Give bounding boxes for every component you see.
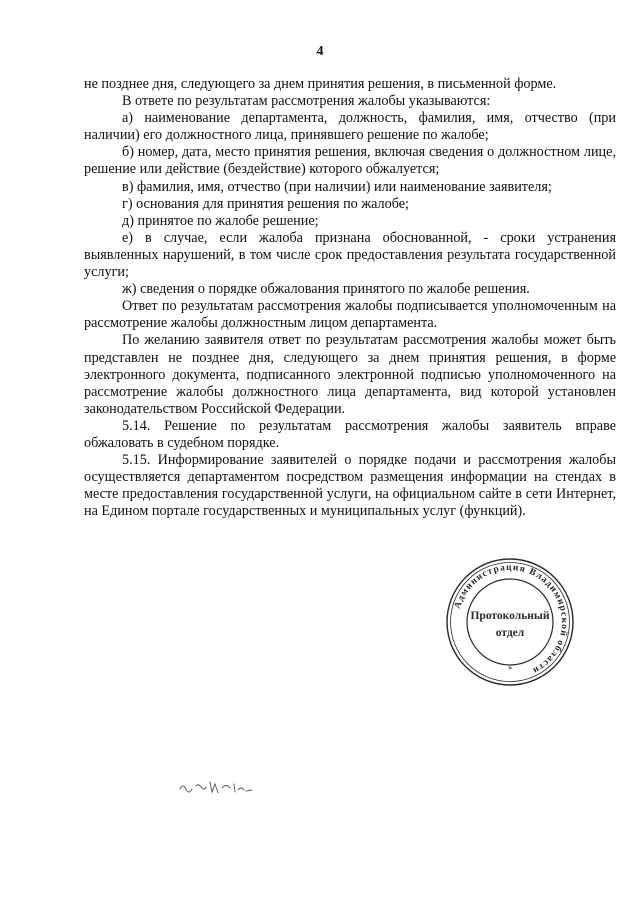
stamp-center-line-1: Протокольный <box>470 610 550 622</box>
paragraph: Ответ по результатам рассмотрения жалобы подписывается уполномоченным на рассмотрение жалобы должностным лицом департамента. <box>84 298 616 332</box>
handwritten-mark <box>178 776 258 796</box>
paragraph: г) основания для принятия решения по жалобе; <box>122 195 409 212</box>
paragraph: 5.14. Решение по результатам рассмотрения жалобы заявитель вправе обжаловать в судебном порядке. <box>84 417 616 451</box>
paragraph: 5.15. Информирование заявителей о порядке подачи и рассмотрения жалобы осуществляется департаментом посредством размещения информации на стендах в месте предоставления государственной услуги, на официальном сайте в сети Интернет, на Едином портале государственных и муниципальных услуг (функций). <box>84 452 616 520</box>
official-stamp <box>444 556 576 688</box>
stamp-ring-text: Администрация Владимирской области <box>452 562 570 676</box>
svg-text:*: * <box>508 665 512 674</box>
document-body <box>84 76 616 520</box>
paragraph: В ответе по результатам рассмотрения жалобы указываются: <box>122 93 491 110</box>
paragraph: ж) сведения о порядке обжалования принятого по жалобе решения. <box>122 281 530 298</box>
paragraph: в) фамилия, имя, отчество (при наличии) или наименование заявителя; <box>122 178 552 195</box>
paragraph: д) принятое по жалобе решение; <box>122 212 319 229</box>
paragraph: а) наименование департамента, должность, фамилия, имя, отчество (при наличии) его должностного лица, принявшего решение по жалобе; <box>84 110 616 144</box>
stamp-center-line-2: отдел <box>495 627 525 639</box>
paragraph: е) в случае, если жалоба признана обоснованной, - сроки устранения выявленных нарушений, в том числе срок предоставления результата государственной услуги; <box>84 229 616 281</box>
page-number: 4 <box>316 44 324 59</box>
paragraph: По желанию заявителя ответ по результатам рассмотрения жалобы может быть представлен не позднее дня, следующего за днем принятия решения, в форме электронного документа, подписанного электронной подписью уполномоченного на рассмотрение жалобы должностного лица департамента, вид которой установлен законодательством Российской Федерации. <box>84 332 616 417</box>
paragraph: не позднее дня, следующего за днем принятия решения, в письменной форме. <box>84 76 557 92</box>
paragraph: б) номер, дата, место принятия решения, включая сведения о должностном лице, решение или действие (бездействие) которого обжалуется; <box>84 144 616 178</box>
